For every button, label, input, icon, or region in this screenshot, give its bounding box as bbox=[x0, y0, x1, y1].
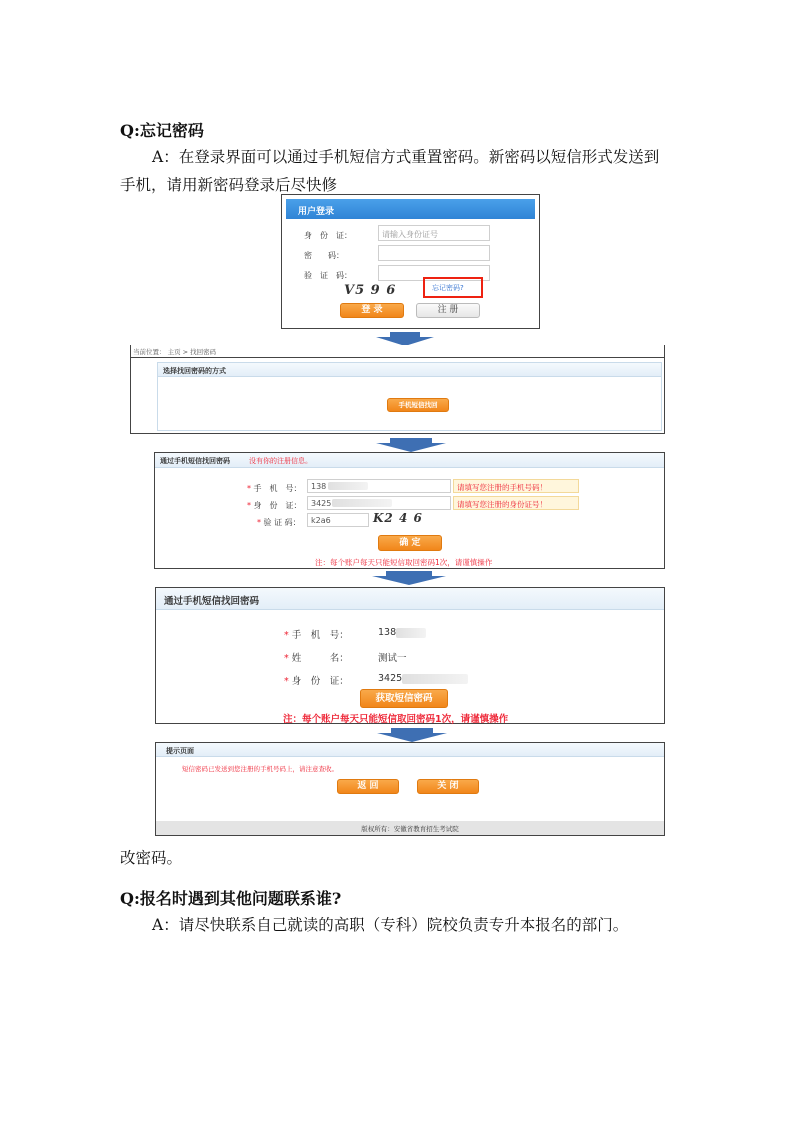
login-id-label: 身 份 证： bbox=[304, 231, 352, 240]
breadcrumb-bar bbox=[131, 345, 664, 358]
sms-phone-input[interactable] bbox=[307, 479, 451, 493]
select-method-screenshot bbox=[130, 345, 665, 434]
prompt-footer bbox=[156, 821, 664, 835]
sms-confirm-button[interactable]: 确 定 bbox=[378, 535, 442, 551]
confirm-name-value: 测试一 bbox=[378, 653, 407, 664]
confirm-name-label: * 姓 名： bbox=[284, 653, 349, 664]
sms-confirm-header bbox=[156, 588, 664, 610]
prompt-header bbox=[156, 743, 664, 757]
prompt-title: 提示页面 bbox=[166, 747, 194, 755]
sms-captcha-label: * 验 证 码： bbox=[257, 518, 301, 527]
blurred-confirm-phone bbox=[396, 628, 426, 638]
breadcrumb: 当前位置： 主页 > 找回密码 bbox=[133, 348, 217, 356]
login-id-input[interactable] bbox=[378, 225, 490, 241]
select-method-title: 选择找回密码的方式 bbox=[163, 367, 226, 375]
faq1-answer-line1: A：在登录界面可以通过手机短信方式重置密码。新密码以短信形式发送到 bbox=[152, 148, 660, 166]
faq2-answer: A：请尽快联系自己就读的高职（专科）院校负责专升本报名的部门。 bbox=[152, 916, 629, 934]
sms-phone-label: * 手 机 号： bbox=[247, 484, 302, 493]
register-button[interactable]: 注 册 bbox=[416, 303, 480, 318]
confirm-id-label: * 身 份 证： bbox=[284, 676, 349, 687]
login-screenshot bbox=[281, 194, 540, 329]
confirm-phone-label: * 手 机 号： bbox=[284, 630, 349, 641]
sms-form-note: 注：每个账户每天只能短信取回密码1次，请谨慎操作 bbox=[315, 558, 493, 567]
sms-id-input[interactable] bbox=[307, 496, 451, 510]
sms-form-title-note: 没有你的注册信息。 bbox=[249, 457, 312, 465]
faq1-answer-line2: 手机，请用新密码登录后尽快修 bbox=[120, 176, 338, 194]
back-button[interactable]: 返 回 bbox=[337, 779, 399, 794]
blurred-confirm-id bbox=[402, 674, 468, 684]
sms-captcha-image[interactable]: K2 4 6 bbox=[373, 511, 423, 525]
prompt-screenshot bbox=[155, 742, 665, 836]
sms-confirm-note: 注：每个账户每天只能短信取回密码1次，请谨慎操作 bbox=[283, 714, 509, 725]
confirm-id-value: 3425 bbox=[378, 673, 403, 684]
sms-phone-hint: 请填写您注册的手机号码！ bbox=[453, 479, 579, 493]
sms-confirm-title: 通过手机短信找回密码 bbox=[164, 596, 260, 607]
prompt-message: 短信密码已发送到您注册的手机号码上，请注意查收。 bbox=[182, 765, 338, 773]
blurred-id bbox=[332, 499, 392, 507]
login-id-placeholder: 请输入身份证号 bbox=[382, 230, 438, 239]
sms-id-value: 3425 bbox=[311, 499, 332, 508]
footer-copyright: 版权所有：安徽省教育招生考试院 bbox=[361, 825, 459, 833]
sms-phone-value: 138 bbox=[311, 482, 327, 491]
sms-form-screenshot bbox=[154, 452, 665, 569]
sms-id-label: * 身 份 证： bbox=[247, 501, 302, 510]
faq1-answer-line3: 改密码。 bbox=[120, 849, 183, 867]
login-captcha-label: 验 证 码： bbox=[304, 271, 352, 280]
forgot-password-link[interactable]: 忘记密码? bbox=[432, 284, 464, 292]
select-method-header bbox=[158, 363, 661, 377]
login-pwd-label: 密 码： bbox=[304, 251, 344, 260]
login-captcha-image[interactable]: V5 9 6 bbox=[344, 283, 397, 298]
get-sms-code-button[interactable]: 获取短信密码 bbox=[360, 689, 448, 708]
sms-form-header bbox=[155, 453, 664, 468]
close-button[interactable]: 关 闭 bbox=[417, 779, 479, 794]
sms-id-hint: 请填写您注册的身份证号！ bbox=[453, 496, 579, 510]
login-button[interactable]: 登 录 bbox=[340, 303, 404, 318]
login-pwd-input[interactable] bbox=[378, 245, 490, 261]
sms-confirm-screenshot bbox=[155, 587, 665, 724]
sms-captcha-input[interactable] bbox=[307, 513, 369, 527]
sms-recover-button[interactable]: 手机短信找回 bbox=[387, 398, 449, 412]
faq1-question: Q:忘记密码 bbox=[120, 121, 204, 140]
select-method-panel bbox=[157, 362, 662, 431]
sms-captcha-value: k2a6 bbox=[311, 516, 331, 525]
forgot-highlight-box bbox=[423, 277, 483, 298]
login-title: 用户登录 bbox=[298, 207, 335, 217]
blurred-phone bbox=[328, 482, 368, 490]
confirm-phone-value: 138 bbox=[378, 627, 397, 638]
login-header bbox=[286, 199, 535, 219]
faq2-question: Q:报名时遇到其他问题联系谁? bbox=[120, 889, 342, 908]
sms-form-title: 通过手机短信找回密码 bbox=[160, 457, 230, 465]
